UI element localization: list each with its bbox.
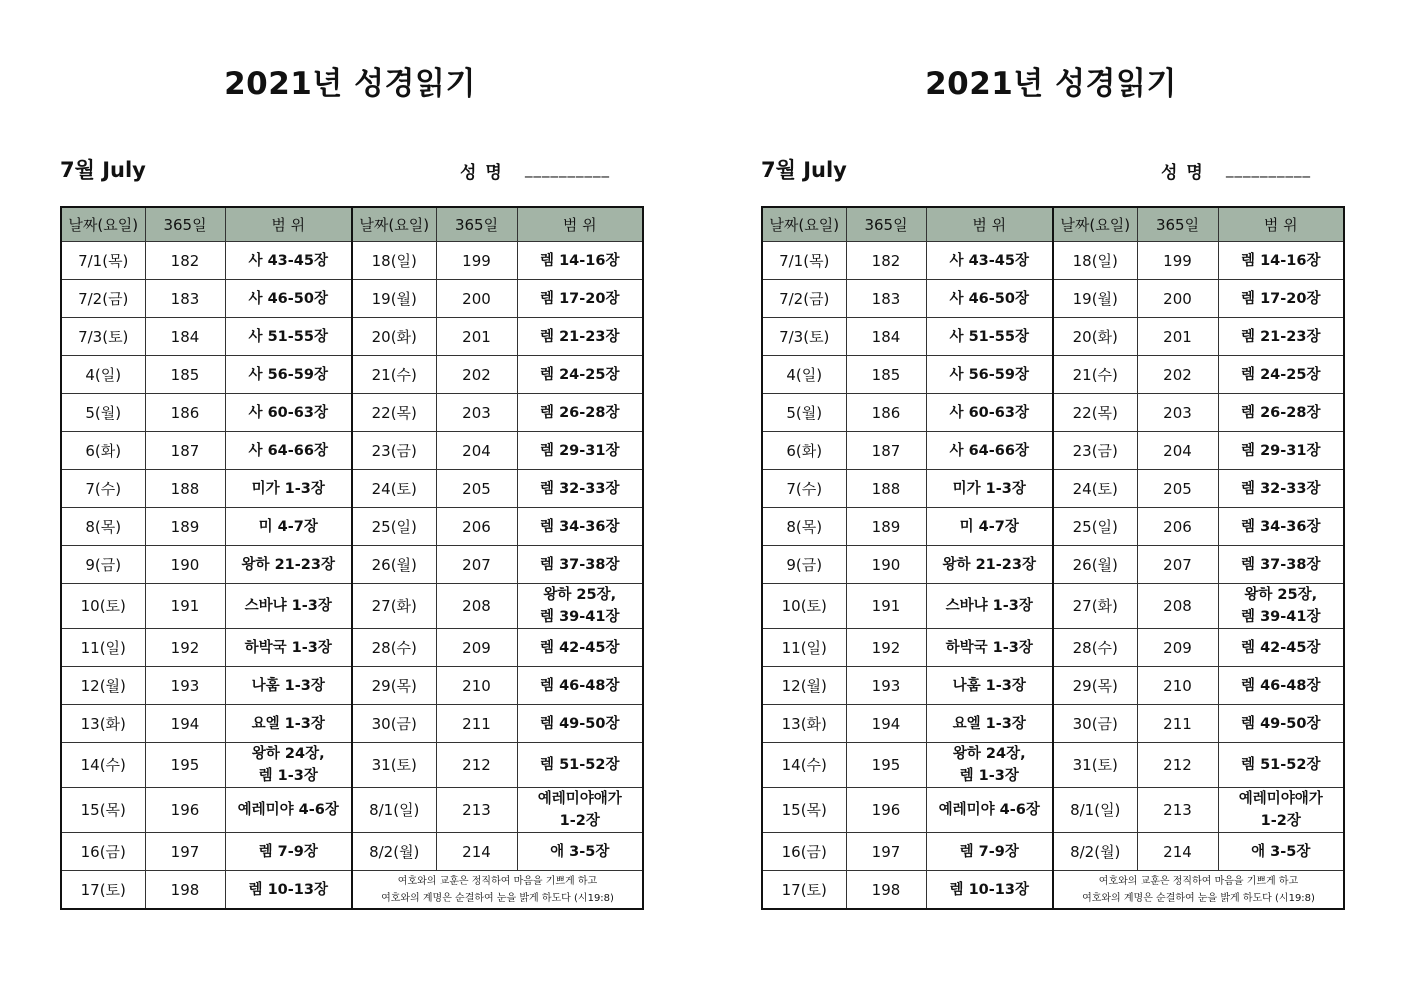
date-cell: 22(목)	[352, 394, 436, 432]
date-cell: 15(목)	[61, 788, 145, 833]
date-cell: 11(일)	[61, 629, 145, 667]
table-row	[61, 833, 643, 871]
column-header: 날짜(요일)	[762, 207, 846, 242]
range-cell	[225, 743, 352, 788]
range-cell: 렘 32-33장	[517, 470, 643, 508]
date-cell: 7/3(토)	[762, 318, 846, 356]
table-row	[762, 318, 1344, 356]
date-cell: 18(일)	[352, 242, 436, 280]
date-cell: 5(월)	[61, 394, 145, 432]
date-cell: 10(토)	[762, 584, 846, 629]
date-cell: 21(수)	[352, 356, 436, 394]
column-header: 365일	[1137, 207, 1218, 242]
day-number-cell: 193	[846, 667, 926, 705]
date-cell: 8(목)	[61, 508, 145, 546]
range-cell: 하박국 1-3장	[225, 629, 352, 667]
range-cell: 사 51-55장	[926, 318, 1053, 356]
date-cell: 8/2(월)	[352, 833, 436, 871]
range-cell: 렘 51-52장	[517, 743, 643, 788]
date-cell: 20(화)	[1053, 318, 1137, 356]
date-cell: 7/1(목)	[61, 242, 145, 280]
day-number-cell: 205	[436, 470, 517, 508]
day-number-cell: 199	[436, 242, 517, 280]
range-cell-line2: 렘 39-41장	[540, 609, 620, 625]
day-number-cell: 198	[846, 871, 926, 910]
date-cell: 31(토)	[352, 743, 436, 788]
date-cell: 24(토)	[1053, 470, 1137, 508]
range-cell: 미가 1-3장	[926, 470, 1053, 508]
day-number-cell: 190	[846, 546, 926, 584]
table-row	[61, 394, 643, 432]
reading-table	[761, 206, 1345, 910]
range-cell-line2: 1-2장	[559, 813, 600, 829]
day-number-cell: 187	[145, 432, 225, 470]
table-row	[61, 280, 643, 318]
verse-line2: 여호와의 계명은 순결하여 눈을 밝게 하도다 (시19:8)	[1082, 892, 1315, 904]
date-cell: 28(수)	[1053, 629, 1137, 667]
day-number-cell: 212	[1137, 743, 1218, 788]
day-number-cell: 182	[846, 242, 926, 280]
range-cell: 렘 42-45장	[517, 629, 643, 667]
range-cell: 렘 14-16장	[1218, 242, 1344, 280]
range-cell: 렘 7-9장	[225, 833, 352, 871]
day-number-cell: 192	[145, 629, 225, 667]
range-cell: 요엘 1-3장	[926, 705, 1053, 743]
day-number-cell: 194	[145, 705, 225, 743]
date-cell: 13(화)	[61, 705, 145, 743]
range-cell: 스바냐 1-3장	[225, 584, 352, 629]
day-number-cell: 190	[145, 546, 225, 584]
day-number-cell: 206	[436, 508, 517, 546]
day-number-cell: 195	[145, 743, 225, 788]
date-cell: 29(목)	[1053, 667, 1137, 705]
range-cell-line2: 1-2장	[1260, 813, 1301, 829]
date-cell: 30(금)	[352, 705, 436, 743]
range-cell-line1: 예레미야애가	[1238, 791, 1323, 807]
day-number-cell: 214	[436, 833, 517, 871]
day-number-cell: 188	[145, 470, 225, 508]
day-number-cell: 189	[846, 508, 926, 546]
date-cell: 19(월)	[1053, 280, 1137, 318]
table-row	[61, 546, 643, 584]
day-number-cell: 205	[1137, 470, 1218, 508]
range-cell: 미가 1-3장	[225, 470, 352, 508]
date-cell: 25(일)	[352, 508, 436, 546]
day-number-cell: 199	[1137, 242, 1218, 280]
column-header: 365일	[436, 207, 517, 242]
column-header: 범 위	[1218, 207, 1344, 242]
range-cell-line2: 렘 39-41장	[1241, 609, 1321, 625]
day-number-cell: 201	[1137, 318, 1218, 356]
column-header: 날짜(요일)	[61, 207, 145, 242]
day-number-cell: 186	[145, 394, 225, 432]
range-cell: 사 56-59장	[225, 356, 352, 394]
day-number-cell: 183	[846, 280, 926, 318]
date-cell: 19(월)	[352, 280, 436, 318]
range-cell: 나훔 1-3장	[926, 667, 1053, 705]
table-row	[61, 871, 643, 910]
day-number-cell: 211	[436, 705, 517, 743]
date-cell: 5(월)	[762, 394, 846, 432]
table-row	[61, 470, 643, 508]
table-row	[762, 788, 1344, 833]
table-row	[762, 667, 1344, 705]
day-number-cell: 207	[436, 546, 517, 584]
day-number-cell: 189	[145, 508, 225, 546]
range-cell: 사 51-55장	[225, 318, 352, 356]
date-cell: 7(수)	[61, 470, 145, 508]
date-cell: 8/1(일)	[352, 788, 436, 833]
page-title: 2021년 성경읽기	[925, 66, 1177, 102]
range-cell	[517, 584, 643, 629]
day-number-cell: 200	[1137, 280, 1218, 318]
day-number-cell: 197	[145, 833, 225, 871]
range-cell: 사 43-45장	[225, 242, 352, 280]
range-cell-line1: 왕하 25장,	[1244, 587, 1318, 603]
range-cell: 렘 42-45장	[1218, 629, 1344, 667]
range-cell: 사 43-45장	[926, 242, 1053, 280]
range-cell: 애 3-5장	[517, 833, 643, 871]
date-cell: 7/1(목)	[762, 242, 846, 280]
date-cell: 17(토)	[762, 871, 846, 910]
range-cell: 예레미야 4-6장	[926, 788, 1053, 833]
table-row	[762, 743, 1344, 788]
month-label: 7월 July	[60, 158, 146, 182]
day-number-cell: 210	[436, 667, 517, 705]
day-number-cell: 202	[436, 356, 517, 394]
reading-table	[60, 206, 644, 910]
range-cell: 렘 34-36장	[1218, 508, 1344, 546]
day-number-cell: 187	[846, 432, 926, 470]
date-cell: 27(화)	[1053, 584, 1137, 629]
day-number-cell: 213	[1137, 788, 1218, 833]
day-number-cell: 212	[436, 743, 517, 788]
range-cell: 렘 14-16장	[517, 242, 643, 280]
range-cell: 미 4-7장	[225, 508, 352, 546]
range-cell: 스바냐 1-3장	[926, 584, 1053, 629]
date-cell: 26(월)	[1053, 546, 1137, 584]
day-number-cell: 204	[1137, 432, 1218, 470]
day-number-cell: 207	[1137, 546, 1218, 584]
range-cell: 렘 24-25장	[517, 356, 643, 394]
date-cell: 7/3(토)	[61, 318, 145, 356]
day-number-cell: 198	[145, 871, 225, 910]
range-cell: 렘 26-28장	[1218, 394, 1344, 432]
header-row	[762, 207, 1344, 242]
range-cell: 사 46-50장	[926, 280, 1053, 318]
day-number-cell: 206	[1137, 508, 1218, 546]
table-row	[762, 432, 1344, 470]
date-cell: 20(화)	[352, 318, 436, 356]
table-row	[61, 629, 643, 667]
day-number-cell: 184	[145, 318, 225, 356]
table-row	[762, 833, 1344, 871]
range-cell: 사 46-50장	[225, 280, 352, 318]
date-cell: 10(토)	[61, 584, 145, 629]
range-cell-line1: 왕하 24장,	[952, 746, 1026, 762]
range-cell	[517, 788, 643, 833]
day-number-cell: 184	[846, 318, 926, 356]
date-cell: 29(목)	[352, 667, 436, 705]
range-cell-line1: 예레미야애가	[537, 791, 622, 807]
day-number-cell: 195	[846, 743, 926, 788]
range-cell: 렘 51-52장	[1218, 743, 1344, 788]
page-title: 2021년 성경읽기	[224, 66, 476, 102]
range-cell: 사 64-66장	[926, 432, 1053, 470]
date-cell: 15(목)	[762, 788, 846, 833]
range-cell: 사 60-63장	[926, 394, 1053, 432]
range-cell	[1218, 584, 1344, 629]
day-number-cell: 208	[436, 584, 517, 629]
day-number-cell: 191	[846, 584, 926, 629]
date-cell: 30(금)	[1053, 705, 1137, 743]
range-cell: 하박국 1-3장	[926, 629, 1053, 667]
range-cell: 렘 37-38장	[517, 546, 643, 584]
range-cell: 렘 37-38장	[1218, 546, 1344, 584]
day-number-cell: 185	[846, 356, 926, 394]
table-row	[762, 242, 1344, 280]
date-cell: 17(토)	[61, 871, 145, 910]
name-label: 성명	[1161, 163, 1212, 183]
header-row	[61, 207, 643, 242]
table-row	[762, 508, 1344, 546]
date-cell: 6(화)	[762, 432, 846, 470]
date-cell: 11(일)	[762, 629, 846, 667]
day-number-cell: 209	[436, 629, 517, 667]
range-cell: 렘 34-36장	[517, 508, 643, 546]
name-field[interactable]: __________	[525, 160, 610, 178]
table-row	[762, 546, 1344, 584]
range-cell: 요엘 1-3장	[225, 705, 352, 743]
range-cell: 렘 29-31장	[517, 432, 643, 470]
range-cell: 렘 21-23장	[1218, 318, 1344, 356]
date-cell: 9(금)	[61, 546, 145, 584]
date-cell: 24(토)	[352, 470, 436, 508]
name-label: 성명	[460, 163, 511, 183]
range-cell: 사 64-66장	[225, 432, 352, 470]
table-row	[61, 356, 643, 394]
range-cell: 렘 49-50장	[1218, 705, 1344, 743]
date-cell: 8(목)	[762, 508, 846, 546]
range-cell: 렘 49-50장	[517, 705, 643, 743]
date-cell: 9(금)	[762, 546, 846, 584]
date-cell: 26(월)	[352, 546, 436, 584]
range-cell: 사 56-59장	[926, 356, 1053, 394]
column-header: 365일	[145, 207, 225, 242]
day-number-cell: 191	[145, 584, 225, 629]
page-right	[701, 0, 1401, 992]
verse-cell	[352, 871, 643, 910]
range-cell: 왕하 21-23장	[926, 546, 1053, 584]
day-number-cell: 204	[436, 432, 517, 470]
range-cell-line1: 왕하 24장,	[251, 746, 325, 762]
name-field[interactable]: __________	[1226, 160, 1311, 178]
date-cell: 23(금)	[1053, 432, 1137, 470]
table-row	[61, 743, 643, 788]
day-number-cell: 211	[1137, 705, 1218, 743]
date-cell: 8/2(월)	[1053, 833, 1137, 871]
range-cell: 렘 10-13장	[225, 871, 352, 910]
day-number-cell: 197	[846, 833, 926, 871]
date-cell: 7/2(금)	[762, 280, 846, 318]
table-row	[61, 318, 643, 356]
range-cell: 예레미야 4-6장	[225, 788, 352, 833]
day-number-cell: 200	[436, 280, 517, 318]
date-cell: 23(금)	[352, 432, 436, 470]
day-number-cell: 183	[145, 280, 225, 318]
table-row	[61, 667, 643, 705]
table-row	[762, 394, 1344, 432]
date-cell: 12(월)	[762, 667, 846, 705]
day-number-cell: 203	[436, 394, 517, 432]
table-row	[762, 871, 1344, 910]
table-row	[61, 788, 643, 833]
range-cell	[926, 743, 1053, 788]
range-cell: 렘 46-48장	[1218, 667, 1344, 705]
verse-line1: 여호와의 교훈은 정직하여 마음을 기쁘게 하고	[397, 875, 598, 887]
range-cell: 왕하 21-23장	[225, 546, 352, 584]
range-cell: 나훔 1-3장	[225, 667, 352, 705]
day-number-cell: 201	[436, 318, 517, 356]
range-cell: 렘 46-48장	[517, 667, 643, 705]
table-row	[762, 629, 1344, 667]
date-cell: 27(화)	[352, 584, 436, 629]
range-cell-line1: 왕하 25장,	[543, 587, 617, 603]
range-cell-line2: 렘 1-3장	[959, 768, 1019, 784]
day-number-cell: 188	[846, 470, 926, 508]
day-number-cell: 196	[846, 788, 926, 833]
column-header: 365일	[846, 207, 926, 242]
column-header: 날짜(요일)	[352, 207, 436, 242]
date-cell: 16(금)	[762, 833, 846, 871]
table-row	[61, 508, 643, 546]
day-number-cell: 182	[145, 242, 225, 280]
day-number-cell: 203	[1137, 394, 1218, 432]
range-cell: 애 3-5장	[1218, 833, 1344, 871]
date-cell: 22(목)	[1053, 394, 1137, 432]
table-row	[762, 280, 1344, 318]
table-row	[61, 705, 643, 743]
date-cell: 4(일)	[762, 356, 846, 394]
date-cell: 16(금)	[61, 833, 145, 871]
date-cell: 8/1(일)	[1053, 788, 1137, 833]
date-cell: 25(일)	[1053, 508, 1137, 546]
range-cell	[1218, 788, 1344, 833]
range-cell: 렘 17-20장	[1218, 280, 1344, 318]
date-cell: 31(토)	[1053, 743, 1137, 788]
date-cell: 14(수)	[61, 743, 145, 788]
table-row	[762, 356, 1344, 394]
day-number-cell: 214	[1137, 833, 1218, 871]
range-cell-line2: 렘 1-3장	[258, 768, 318, 784]
page-left	[0, 0, 700, 992]
range-cell: 렘 24-25장	[1218, 356, 1344, 394]
range-cell: 렘 7-9장	[926, 833, 1053, 871]
range-cell: 렘 17-20장	[517, 280, 643, 318]
date-cell: 14(수)	[762, 743, 846, 788]
verse-line1: 여호와의 교훈은 정직하여 마음을 기쁘게 하고	[1098, 875, 1299, 887]
table-row	[61, 242, 643, 280]
day-number-cell: 209	[1137, 629, 1218, 667]
date-cell: 12(월)	[61, 667, 145, 705]
day-number-cell: 192	[846, 629, 926, 667]
range-cell: 렘 32-33장	[1218, 470, 1344, 508]
date-cell: 7/2(금)	[61, 280, 145, 318]
table-row	[762, 705, 1344, 743]
day-number-cell: 202	[1137, 356, 1218, 394]
date-cell: 18(일)	[1053, 242, 1137, 280]
table-row	[762, 584, 1344, 629]
range-cell: 미 4-7장	[926, 508, 1053, 546]
day-number-cell: 185	[145, 356, 225, 394]
column-header: 범 위	[926, 207, 1053, 242]
range-cell: 렘 29-31장	[1218, 432, 1344, 470]
month-label: 7월 July	[761, 158, 847, 182]
day-number-cell: 210	[1137, 667, 1218, 705]
range-cell: 렘 21-23장	[517, 318, 643, 356]
table-row	[61, 584, 643, 629]
date-cell: 21(수)	[1053, 356, 1137, 394]
table-row	[762, 470, 1344, 508]
table-row	[61, 432, 643, 470]
verse-cell	[1053, 871, 1344, 910]
range-cell: 사 60-63장	[225, 394, 352, 432]
date-cell: 4(일)	[61, 356, 145, 394]
verse-line2: 여호와의 계명은 순결하여 눈을 밝게 하도다 (시19:8)	[381, 892, 614, 904]
column-header: 범 위	[517, 207, 643, 242]
date-cell: 13(화)	[762, 705, 846, 743]
day-number-cell: 194	[846, 705, 926, 743]
day-number-cell: 196	[145, 788, 225, 833]
column-header: 날짜(요일)	[1053, 207, 1137, 242]
day-number-cell: 193	[145, 667, 225, 705]
range-cell: 렘 26-28장	[517, 394, 643, 432]
day-number-cell: 208	[1137, 584, 1218, 629]
day-number-cell: 186	[846, 394, 926, 432]
range-cell: 렘 10-13장	[926, 871, 1053, 910]
day-number-cell: 213	[436, 788, 517, 833]
date-cell: 6(화)	[61, 432, 145, 470]
column-header: 범 위	[225, 207, 352, 242]
date-cell: 7(수)	[762, 470, 846, 508]
date-cell: 28(수)	[352, 629, 436, 667]
